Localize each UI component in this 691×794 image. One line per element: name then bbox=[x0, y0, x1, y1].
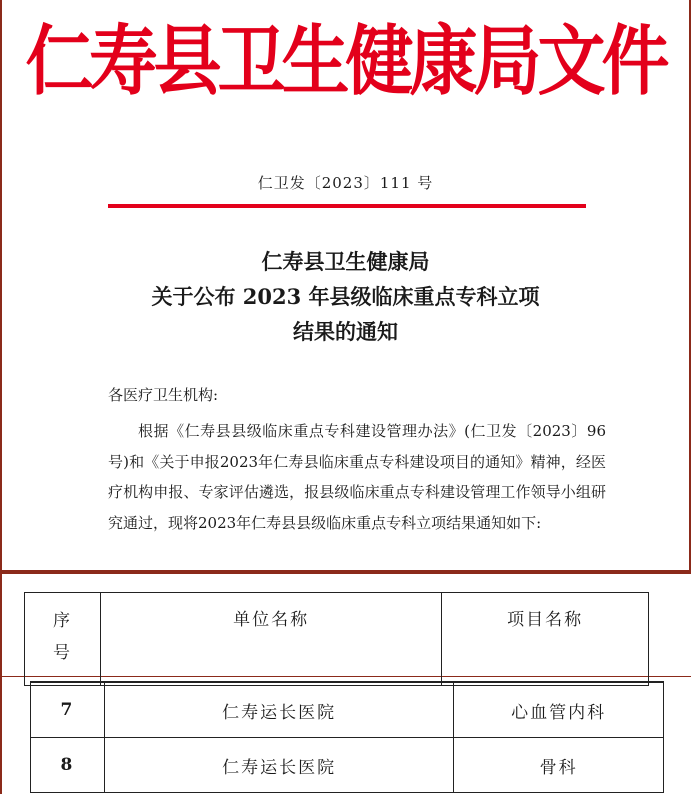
page-frame-left bbox=[0, 0, 2, 794]
page-break-rule bbox=[0, 570, 691, 574]
document-title bbox=[0, 244, 691, 349]
title-line-3: 结果的通知 bbox=[293, 319, 398, 344]
title-line-2: 关于公布 2023 年县级临床重点专科立项 bbox=[151, 284, 540, 309]
table-row bbox=[31, 738, 664, 793]
row-project: 心血管内科 bbox=[454, 682, 664, 738]
body-paragraph: 根据《仁寿县县级临床重点专科建设管理办法》(仁卫发〔2023〕96号)和《关于申报2023年仁寿县临床重点专科建设项目的通知》精神，经医疗机构申报、专家评估遴选，报县级临床重点专科建设管理工作领导小组研究通过，现将2023年仁寿县县级临床重点专科立项结果通知如下: bbox=[108, 422, 606, 532]
document-masthead: 仁寿县卫生健康局文件 bbox=[25, 16, 666, 107]
header-project: 项目名称 bbox=[442, 593, 649, 686]
table-header bbox=[24, 592, 649, 686]
header-unit: 单位名称 bbox=[100, 593, 441, 686]
row-project: 骨科 bbox=[454, 738, 664, 793]
table-header-row bbox=[25, 593, 649, 686]
header-seq-top: 序 bbox=[52, 611, 72, 631]
header-seq-bottom: 号 bbox=[52, 643, 72, 663]
row-unit: 仁寿运长医院 bbox=[104, 738, 453, 793]
table-body bbox=[30, 681, 664, 793]
red-divider-line bbox=[108, 204, 586, 208]
title-line-1: 仁寿县卫生健康局 bbox=[261, 249, 430, 274]
salutation: 各医疗卫生机构: bbox=[108, 386, 219, 404]
row-seq: 8 bbox=[31, 738, 105, 793]
table-row bbox=[31, 682, 664, 738]
row-seq: 7 bbox=[31, 682, 105, 738]
row-unit: 仁寿运长医院 bbox=[104, 682, 453, 738]
document-number: 仁卫发〔2023〕111 号 bbox=[257, 174, 434, 192]
header-seq bbox=[25, 593, 101, 686]
